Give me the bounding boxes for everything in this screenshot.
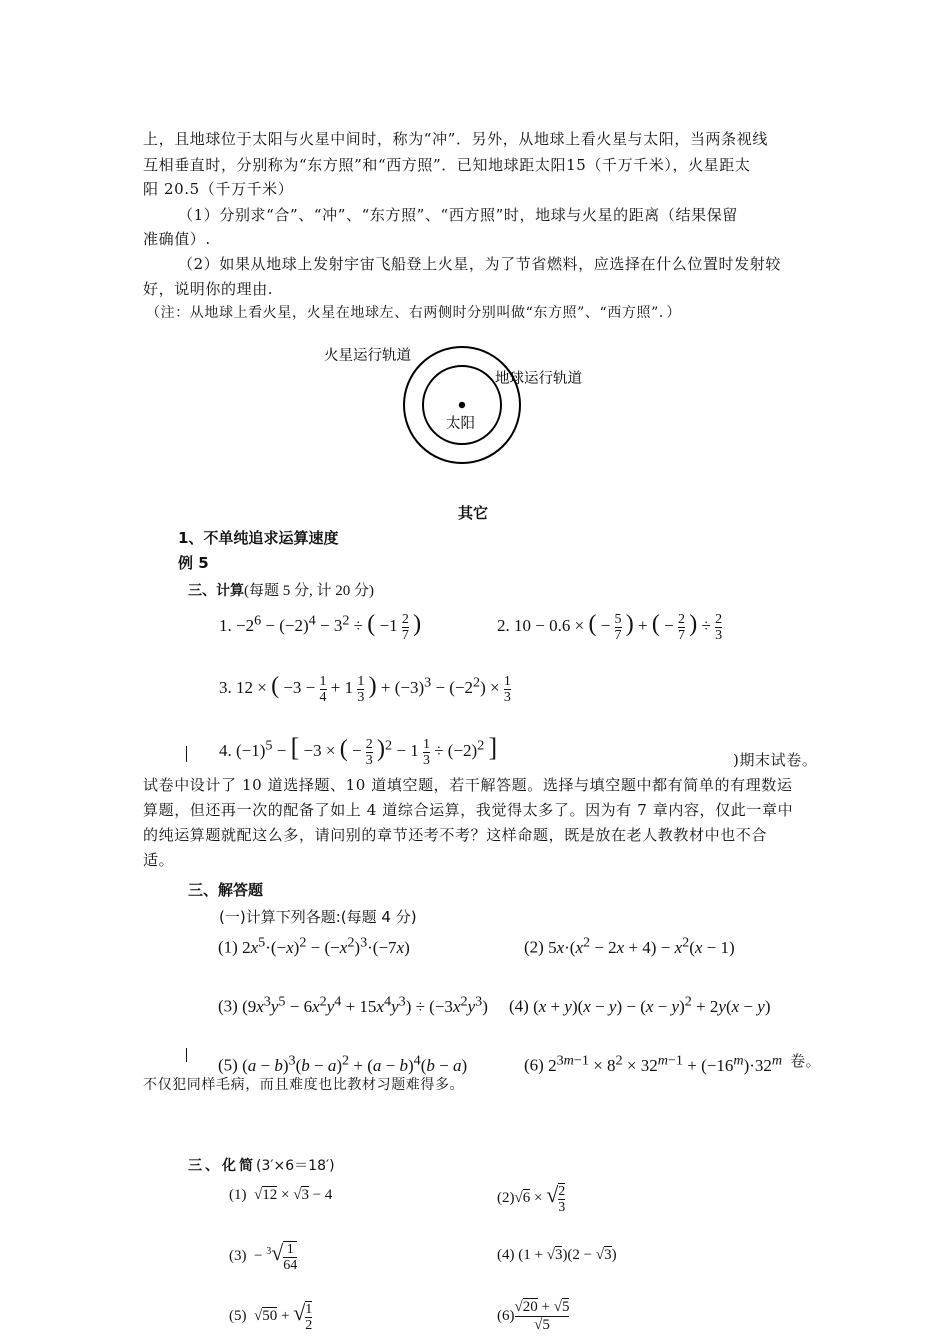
earth-orbit-label: 地球运行轨道: [495, 371, 582, 387]
comment2: 不仅犯同样毛病，而且难度也比教材习题难得多。: [143, 1077, 465, 1093]
answers-q2-num: (2): [524, 937, 544, 957]
calc-q2: [497, 611, 722, 643]
answers-q3-num: (3): [218, 996, 238, 1016]
simplify-heading: [188, 1155, 335, 1175]
earth-orbit: [423, 366, 501, 444]
simplify-q1-num: (1): [229, 1187, 247, 1203]
answers-heading: 三、解答题: [188, 881, 264, 899]
simplify-q2: [497, 1182, 565, 1215]
comment1-line-4: 适。: [143, 851, 175, 869]
calc-heading-text: 三、计算: [188, 583, 244, 599]
answers-q4-expr: $(x + y)(x - y) - (x - y)^2 + 2y(x - y)$: [533, 993, 771, 1016]
answers-q4: [509, 993, 770, 1017]
simplify-q4-expr: (1 + √3)(2 − √3): [518, 1247, 617, 1263]
calc-q4-expr: $(-1)^5$ − [ −3 × ( − $\frac{2}{3}$ )$^2$ − 1 $\frac{1}{3}$ ÷ $(-2)^2$ ]: [236, 733, 498, 768]
answers-q6-expr: $2^{3m-1} \times 8^2 \times 32^{m-1} + (-16^m)\cdot 32^m$: [548, 1052, 783, 1075]
calc-q3: [219, 673, 511, 705]
answers-sub: (一)计算下列各题:(每题 4 分): [219, 908, 417, 926]
answers-tail: 卷。: [790, 1052, 822, 1070]
simplify-q6-num: (6): [497, 1307, 515, 1324]
problem-line-5: 准确值）.: [143, 230, 211, 248]
mars-orbit-label: 火星运行轨道: [324, 348, 411, 364]
simplify-q1-expr: √12 × √3 − 4: [250, 1187, 333, 1203]
calc-q3-expr: 12 × ( −3 − $\frac{1}{4}$ + 1 $\frac{1}{3}$ ) + $(-3)^3 - (-2^2)$ × $\frac{1}{3}$: [236, 673, 511, 705]
simplify-q6-expr: $\frac{√20 + √5}{√5}$: [514, 1299, 570, 1333]
problem-line-2: 互相垂直时，分别称为“东方照”和“西方照”．已知地球距太阳15（千万千米），火星距太: [143, 156, 751, 174]
answers-q3: [218, 993, 488, 1017]
subsection-title: 1、不单纯追求运算速度: [178, 529, 339, 547]
answers-q1-expr: $2x^5\cdot(-x)^2 - (-x^2)^3\cdot(-7x)$: [242, 934, 410, 957]
sun-dot: [459, 402, 465, 408]
sun-label: 太阳: [446, 416, 475, 432]
simplify-q3: [229, 1240, 297, 1273]
simplify-q2-expr: √6 × √ $\frac{2}{3}$: [514, 1182, 566, 1215]
simplify-q5: [229, 1300, 312, 1333]
simplify-q4-num: (4): [497, 1247, 515, 1263]
simplify-heading-text: 三、化简: [188, 1158, 256, 1174]
simplify-q3-expr: − $^3$√ $\frac{1}{64}$: [250, 1240, 298, 1273]
answers-q5: [218, 1052, 467, 1076]
simplify-score: (3′×6＝18′): [256, 1158, 335, 1174]
calc-q1-expr: $-2^6 - (-2)^4 - 3^2$ ÷ ( −1 $\frac{2}{7}$ ): [236, 611, 422, 643]
simplify-q4: [497, 1247, 617, 1264]
answers-q5-marker: [186, 1048, 187, 1062]
answers-q1: [218, 934, 410, 958]
answers-q4-num: (4): [509, 996, 529, 1016]
answers-q1-num: (1): [218, 937, 238, 957]
calc-q1-num: 1.: [219, 616, 232, 635]
answers-q5-expr: $(a - b)^3(b - a)^2 + (a - b)^4(b - a)$: [242, 1052, 468, 1075]
calc-tail: )期末试卷。: [733, 751, 818, 769]
section-title: 其它: [458, 504, 489, 522]
problem-line-1: 上，且地球位于太阳与火星中间时，称为“冲”．另外，从地球上看火星与太阳，当两条视线: [143, 130, 768, 148]
simplify-q3-num: (3): [229, 1248, 247, 1264]
problem-line-7: 好，说明你的理由.: [143, 280, 274, 298]
simplify-q6: [497, 1299, 569, 1334]
simplify-q5-expr: √50 + √ $\frac{1}{2}$: [250, 1300, 313, 1333]
problem-line-6: （2）如果从地球上发射宇宙飞船登上火星，为了节省燃料，应选择在什么位置时发射较: [178, 255, 781, 273]
simplify-q5-num: (5): [229, 1308, 247, 1324]
calc-q3-num: 3.: [219, 678, 232, 697]
calc-q1: [219, 611, 421, 643]
example-label: 例 5: [178, 554, 209, 572]
answers-q3-expr: $(9x^3y^5 - 6x^2y^4 + 15x^4y^3) \div (-3x^2y^3)$: [242, 993, 488, 1016]
problem-line-4: （1）分别求“合”、“冲”、“东方照”、“西方照”时，地球与火星的距离（结果保留: [178, 206, 738, 224]
answers-q6: [524, 1052, 782, 1076]
answers-q2: [524, 934, 735, 958]
calc-heading-note: (每题 5 分, 计 20 分): [244, 583, 374, 599]
calc-q4: [219, 733, 497, 768]
calc-heading: [188, 579, 374, 600]
calc-q4-num: 4.: [219, 741, 232, 760]
comment1-line-1: 试卷中设计了 10 道选择题、10 道填空题，若干解答题。选择与填空题中都有简单的有理数运: [143, 776, 793, 794]
comment1-line-2: 算题，但还再一次的配备了如上 4 道综合运算，我觉得太多了。因为有 7 章内容，仅此一章中: [143, 801, 794, 819]
answers-q5-num: (5): [218, 1055, 238, 1075]
simplify-q1: [229, 1187, 332, 1204]
calc-q4-marker: [186, 746, 187, 762]
answers-q6-num: (6): [524, 1055, 544, 1075]
simplify-q2-num: (2): [497, 1190, 515, 1206]
comment1-line-3: 的纯运算题就配这么多，请问别的章节还考不考？这样命题，既是放在老人教教材中也不合: [143, 826, 768, 844]
calc-q2-expr: 10 − 0.6 × ( − $\frac{5}{7}$ ) + ( − $\frac{2}{7}$ ) ÷ $\frac{2}{3}$: [514, 611, 723, 643]
problem-note: （注：从地球上看火星，火星在地球左、右两侧时分别叫做“东方照”、“西方照”．）: [146, 305, 682, 321]
answers-q2-expr: $5x\cdot(x^2 - 2x + 4) - x^2(x - 1)$: [548, 934, 735, 957]
problem-line-3: 阳 20.5（千万千米）: [143, 180, 294, 198]
calc-q2-num: 2.: [497, 616, 510, 635]
mars-orbit: [404, 347, 520, 463]
